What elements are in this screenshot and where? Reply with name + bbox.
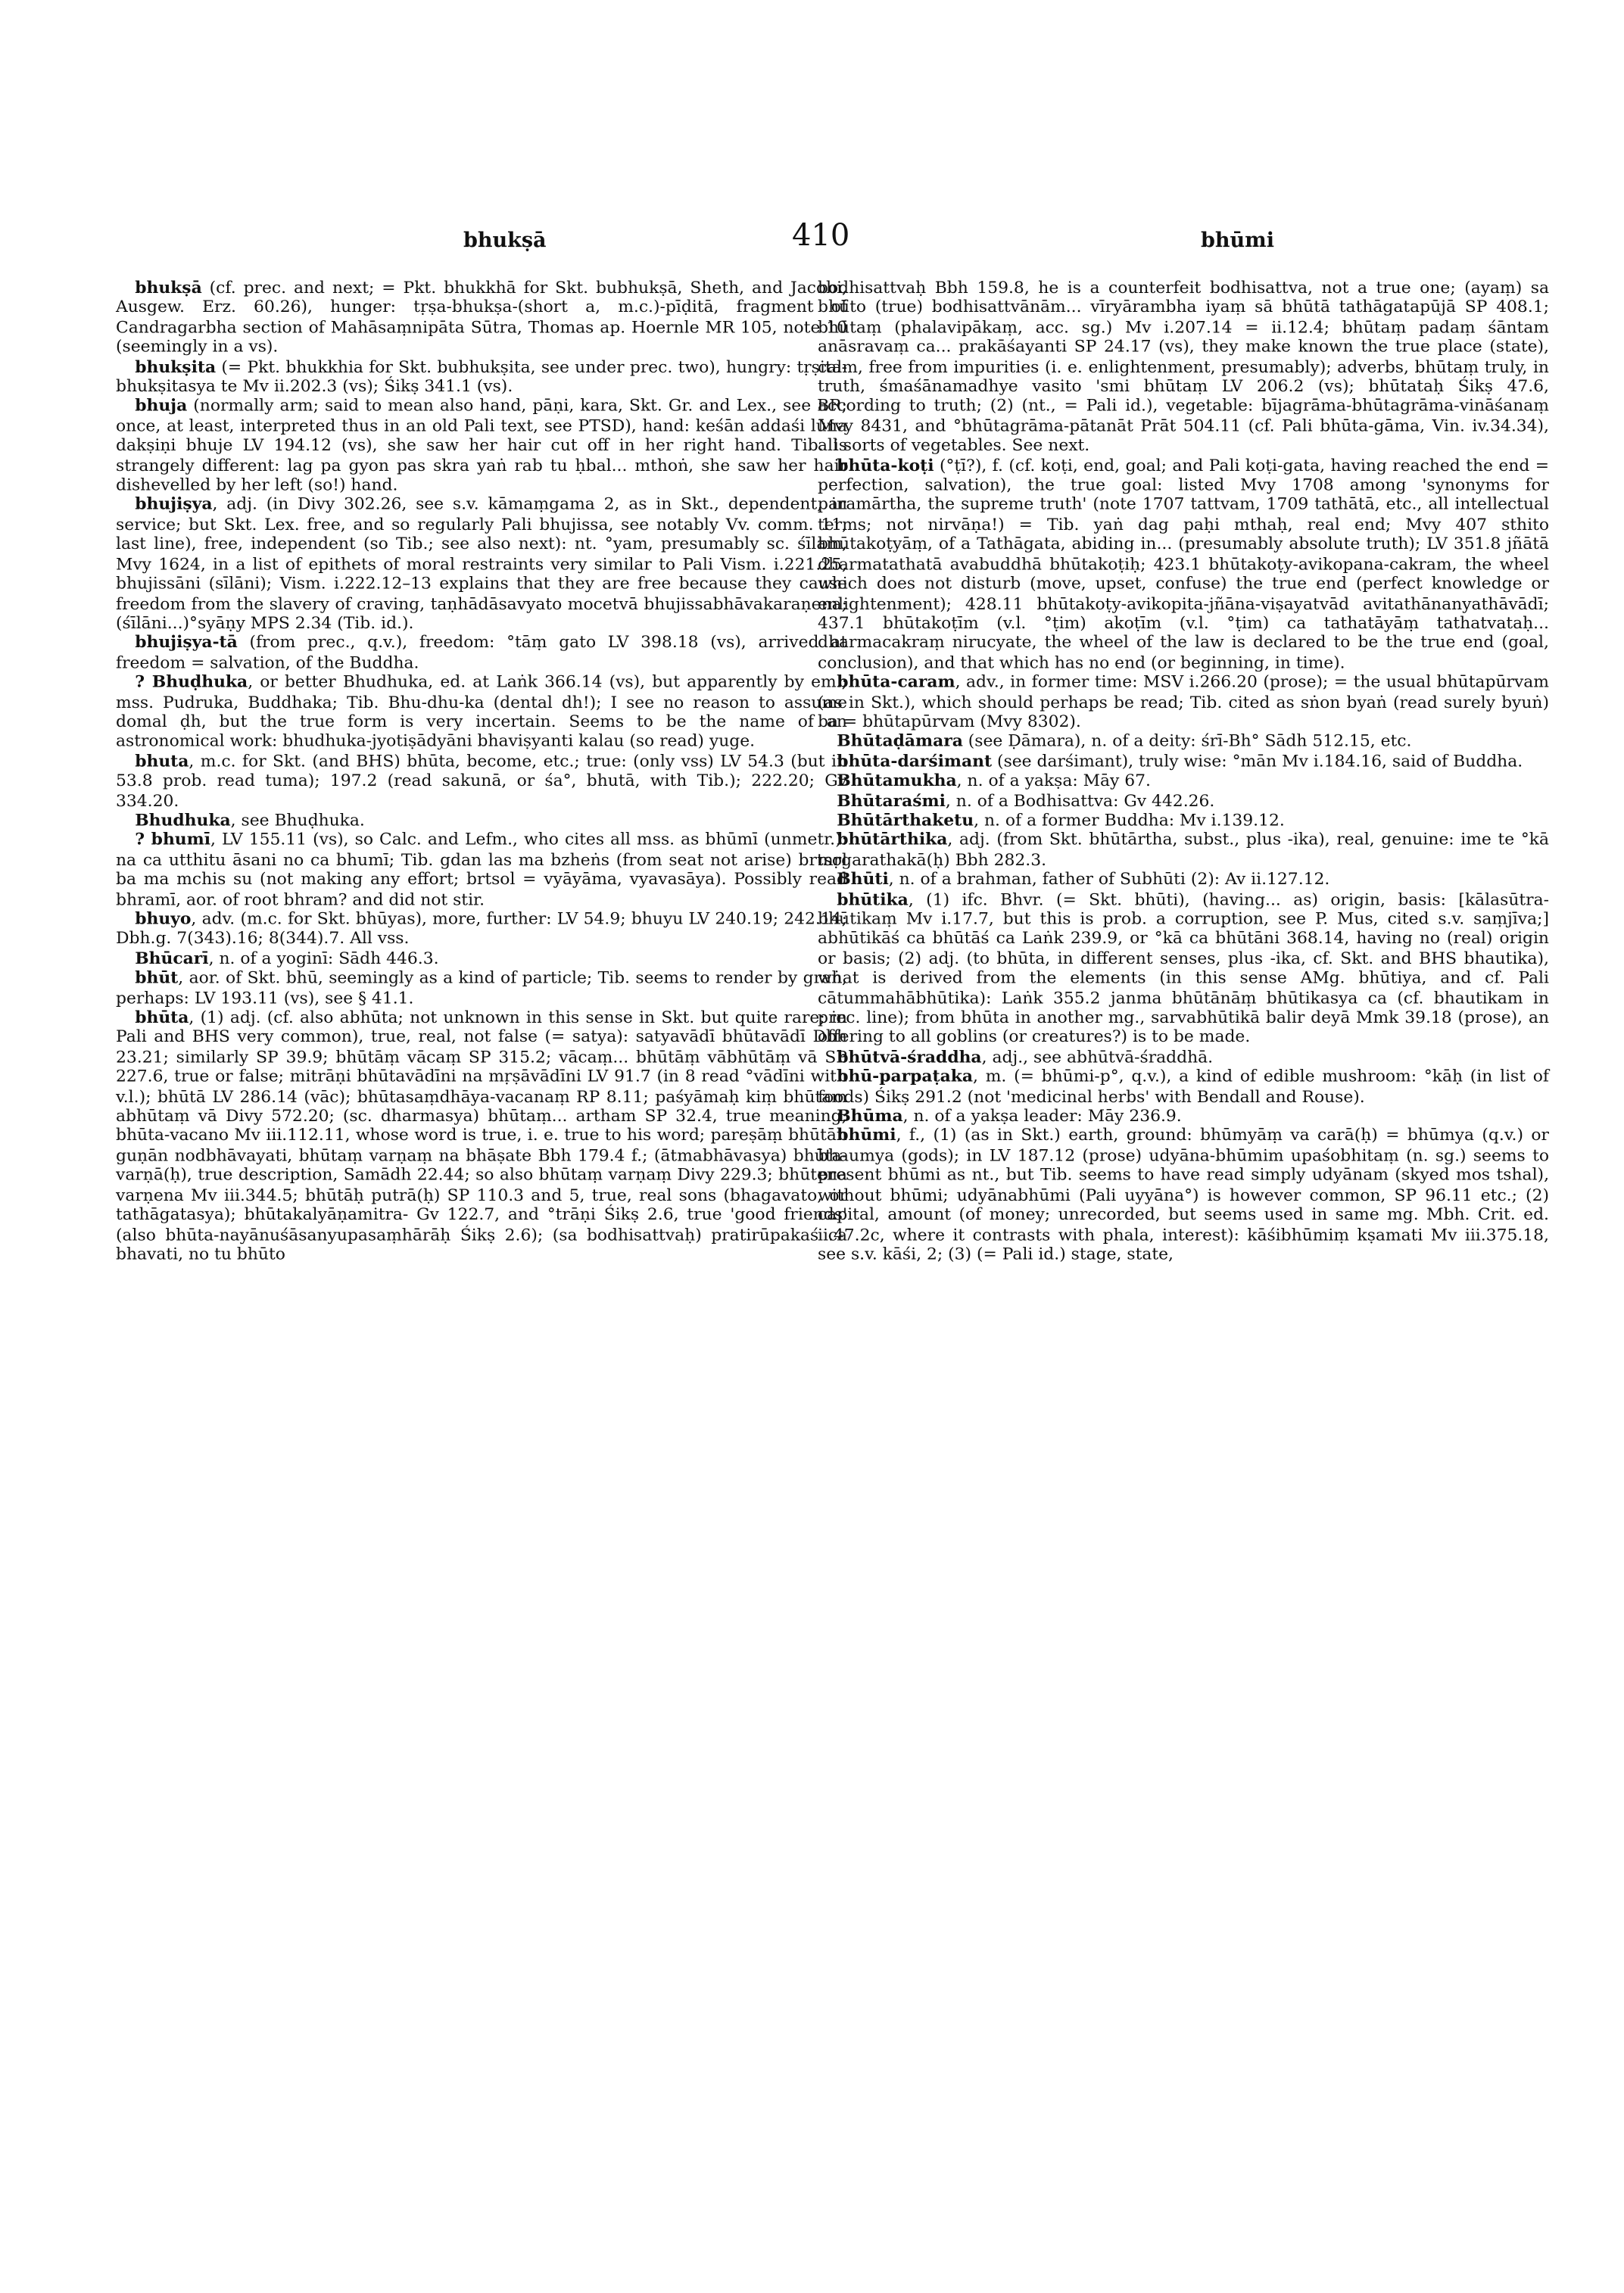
dictionary-entry [818,1107,1549,1126]
left-column [116,279,847,1265]
right-column [818,279,1549,1265]
entry-text: , n. of a Bodhisattva: Gv 442.26. [945,791,1215,811]
entry-text: , n. of a yoginī: Sādh 446.3. [208,949,439,969]
entry-text: (cf. prec. and next; = Pkt. bhukkhā for Skt. bubhukṣā, Sheth, and Jacobi, Ausgew. Erz. 60.26), hunger: tṛṣa-bhukṣa-(short a, m.c.)-pīḍitā, fragment of Candragarbha section of Mahāsaṃnipāta Sūtra, Thomas ap. Hoernle MR 105, note 10 (seemingly in a vs). [116,279,847,357]
dictionary-entry [818,1126,1549,1264]
headword: ? bhumī [135,830,211,850]
entry-text: (see darśimant), truly wise: °mān Mv i.184.16, said of Buddha. [992,752,1523,771]
headword: Bhūtamukha [837,771,957,791]
dictionary-entry [116,949,847,969]
entry-text: bodhisattvaḥ Bbh 159.8, he is a counterfeit bodhisattva, not a true one; (ayaṃ) sa bhūto (true) bodhisattvānām... vīryārambha iyaṃ sā bhūtā tathāgatapūjā SP 408.1; bhūtaṃ (phalavipākaṃ, acc. sg.) Mv i.207.14 = ii.12.4; bhūtaṃ padaṃ śāntam anāsravaṃ ca... prakāśayanti SP 24.17 (vs), they make known the true place (state), calm, free from impurities (i. e. enlightenment, presumably); adverbs, bhūtaṃ truly, in truth, śmaśānamadhye vasito 'smi bhūtaṃ LV 206.2 (vs); bhūtataḥ Śikṣ 47.6, according to truth; (2) (nt., = Pali id.), vegetable: bījagrāma-bhūtagrāma-vināśanaṃ Mvy 8431, and °bhūtagrāma-pātanāt Prāt 504.11 (cf. Pali bhūta-gāma, Vin. iv.34.34), all sorts of vegetables. See next. [818,279,1549,456]
entry-text: , or better Bhudhuka, ed. at Laṅk 366.14 (vs), but apparently by em.; mss. Pudruka, Buddhaka; Tib. Bhu-dhu-ka (dental dh!); I see no reason to assume domal ḍh, but the true form is very incertain. Seems to be the name of an astronomical work: bhudhuka-jyotiṣādyāni bhaviṣyanti kalau (so read) yuge. [116,673,847,752]
entry-text: (°ṭī?), f. (cf. koṭi, end, goal; and Pali koṭi-gata, having reached the end = perfection, salvation), the true goal: listed Mvy 1708 among 'synonyms for paramārtha, the supreme truth' (note 1707 tattvam, 1709 tathātā, etc., all intellectual terms; not nirvāṇa!) = Tib. yaṅ dag paḥi mthaḥ, real end; Mvy 407 sthito bhūtakoṭyāṃ, of a Tathāgata, abiding in... (presumably absolute truth); LV 351.8 jñātā dharmatathatā avabuddhā bhūtakoṭiḥ; 423.1 bhūtakoṭy-avikopana-cakram, the wheel which does not disturb (move, upset, confuse) the true end (perfect knowledge or enlightenment); 428.11 bhūtakoṭy-avikopita-jñāna-viṣayatvād avitathānanyathāvādī; 437.1 bhūtakoṭīm (v.l. °ṭim) akoṭīm (v.l. °ṭim) ca tathatāyāṃ tathatvataḥ... dharmacakraṃ nirucyate, the wheel of the law is declared to be the true end (goal, conclusion), and that which has no end (or beginning, in time). [818,456,1549,673]
entry-text: , m. (= bhūmi-p°, q.v.), a kind of edible mushroom: °kāḥ (in list of foods) Śikṣ 291.2 (not 'medicinal herbs' with Bendall and Rouse). [818,1067,1549,1107]
headword: ? Bhuḍhuka [135,673,248,693]
headword: bhūt [135,968,179,989]
dictionary-entry [116,969,847,1008]
entry-text: , adv., in former time: MSV i.266.20 (prose); = the usual bhūtapūrvam (as in Skt.), which should perhaps be read; Tib. cited as sṅon byaṅ (read surely byuṅ) ba = bhūtapūrvam (Mvy 8302). [818,673,1549,732]
dictionary-entry [116,634,847,673]
dictionary-entry [116,279,847,357]
entry-text: (normally arm; said to mean also hand, pāṇi, kara, Skt. Gr. and Lex., see BR; once, at least, interpreted thus in an old Pali text, see PTSD), hand: keśān addaśi lūna dakṣiṇi bhuje LV 194.12 (vs), she saw her hair cut off in her right hand. Tib. is strangely different: lag pa gyon pas skra yaṅ rab tu ḥbal... mthoṅ, she saw her hair dishevelled by her left (so!) hand. [116,397,847,495]
headword: bhuta [135,752,189,771]
headword: bhūtārthika [837,830,948,850]
entry-text: , f., (1) (as in Skt.) earth, ground: bhūmyāṃ va carā(ḥ) = bhūmya (q.v.) or bhaumya (gods); in LV 187.12 (prose) udyāna-bhūmim upaśobhitaṃ (n. sg.) seems to present bhūmi as nt., but Tib. seems to have read simply udyānam (skyed mos tshal), without bhūmi; udyānabhūmi (Pali uyyāna°) is however common, SP 96.11 etc.; (2) capital, amount (of money; unrecorded, but seems used in same mg. Mbh. Crit. ed. ii.47.2c, where it contrasts with phala, interest): kāśibhūmiṃ kṣamati Mv iii.375.18, see s.v. kāśi, 2; (3) (= Pali id.) stage, state, [818,1126,1549,1264]
dictionary-entry [818,811,1549,830]
dictionary-entry [818,673,1549,732]
headword: bhūmi [837,1126,896,1146]
dictionary-entry [116,673,847,752]
headword: bhuyo [135,909,192,929]
entry-text: , see Bhuḍhuka. [230,811,365,830]
entry-text: , adj. (from Skt. bhūtārtha, subst., plus -ika), real, genuine: ime te °kā mṛgarathakā(ḥ) Bbh 282.3. [818,830,1549,870]
left-guide-word: bhukṣā [463,229,547,252]
dictionary-entry [116,496,847,634]
dictionary-entry [818,890,1549,1048]
headword: bhū-parpaṭaka [837,1067,974,1087]
headword: bhūta-koṭi [837,456,934,475]
entry-text: , m.c. for Skt. (and BHS) bhūta, become, etc.; true: (only vss) LV 54.3 (but in 53.8 prob. read tuma); 197.2 (read sakunā, or śa°, bhutā, with Tib.); 222.20; Gv 334.20. [116,752,848,811]
page-header [0,218,1624,260]
headword: bhukṣita [135,357,217,377]
dictionary-entry [116,830,847,909]
entry-text: (see Ḍāmara), n. of a deity: śrī-Bh° Sādh 512.15, etc. [962,732,1412,752]
headword: Bhūtārthaketu [837,811,974,830]
entry-text: , n. of a former Buddha: Mv i.139.12. [974,811,1285,830]
entry-text: , n. of a yakṣa: Māy 67. [956,771,1151,791]
headword: bhūtvā-śraddha [837,1048,982,1067]
headword: bhujiṣya-tā [135,633,238,653]
entry-text: , adj., see abhūtvā-śraddhā. [981,1048,1214,1067]
dictionary-entry [116,910,847,949]
dictionary-entry [818,771,1549,791]
dictionary-entry [818,456,1549,673]
headword: Bhudhuka [135,811,231,830]
headword: Bhūti [837,870,889,889]
headword: Bhūcarī [135,949,209,969]
entry-text: , n. of a brahman, father of Subhūti (2): Av ii.127.12. [888,870,1330,889]
dictionary-entry [818,1048,1549,1067]
dictionary-entry [818,830,1549,870]
entry-text: , adv. (m.c. for Skt. bhūyas), more, further: LV 54.9; bhuyu LV 240.19; 242.14; Dbh.g. 7(343).16; 8(344).7. All vss. [116,909,847,949]
dictionary-entry [116,811,847,830]
headword: bhuja [135,397,188,416]
headword: bhujiṣya [135,495,213,515]
headword: bhūta-caram [837,673,955,693]
dictionary-entry [116,397,847,495]
right-guide-word: bhūmi [1201,229,1274,252]
dictionary-entry [818,279,1549,456]
entry-text: (= Pkt. bhukkhia for Skt. bubhukṣita, see under prec. two), hungry: tṛṣita-bhukṣitasya te Mv ii.202.3 (vs); Śikṣ 341.1 (vs). [116,357,847,397]
headword: bhukṣā [135,279,202,298]
dictionary-entry [116,752,847,811]
headword: bhūta-darśimant [837,752,993,771]
entry-text: , n. of a yakṣa leader: Māy 236.9. [902,1107,1182,1126]
dictionary-entry [818,791,1549,811]
dictionary-entry [818,1067,1549,1107]
dictionary-entry [818,732,1549,752]
dictionary-entry [116,1008,847,1265]
entry-text: , adj. (in Divy 302.26, see s.v. kāmaṃgama 2, as in Skt., dependent, in service; but Skt. Lex. free, and so regularly Pali bhujissa, see notably Vv. comm. 11, last line), free, independent (so Tib.; see also next): nt. °yam, presumably sc. śīlam, Mvy 1624, in a list of epithets of moral restraints very similar to Pali Vism. i.221.25, bhujissāni (sīlāni); Vism. i.222.12–13 explains that they are free because they cause freedom from the slavery of craving, taṇhādāsavyato mocetvā bhujissabhāvakaraṇena; (śīlāni...)°syāṇy MPS 2.34 (Tib. id.). [116,495,847,634]
dictionary-entry [116,357,847,397]
headword: Bhūtaḍāmara [837,732,963,752]
dictionary-entry [818,752,1549,771]
entry-text: (from prec., q.v.), freedom: °tāṃ gato LV 398.18 (vs), arrived at freedom = salvation, of the Buddha. [116,633,847,673]
entry-text: , (1) adj. (cf. also abhūta; not unknown in this sense in Skt. but quite rare; in Pali and BHS very common), true, real, not false (= satya): satyavādī bhūtavādī Dbh 23.21; similarly SP 39.9; bhūtāṃ vācaṃ SP 315.2; vācaṃ... bhūtāṃ vābhūtāṃ vā SP 227.6, true or false; mitrāṇi bhūtavādīni na mṛṣāvādīni LV 91.7 (in 8 read °vādīni with v.l.); bhūtā LV 286.14 (vāc); bhūtasaṃdhāya-vacanaṃ RP 8.11; paśyāmaḥ kiṃ bhūtam abhūtaṃ vā Divy 572.20; (sc. dharmasya) bhūtaṃ... artham SP 32.4, true meaning; bhūta-vacano Mv iii.112.11, whose word is true, i. e. true to his word; pareṣāṃ bhūtān guṇān nodbhāvayati, bhūtaṃ varṇaṃ na bhāṣate Bbh 179.4 f.; (ātmabhāvasya) bhūta-varṇā(ḥ), true description, Samādh 22.44; so also bhūtaṃ varṇaṃ Divy 229.3; bhūtena varṇena Mv iii.344.5; bhūtāḥ putrā(ḥ) SP 110.3 and 5, true, real sons (bhagavato, or tathāgatasya); bhūtakalyāṇamitra- Gv 122.7, and °trāṇi Śikṣ 2.6, true 'good friends' (also bhūta-nayānuśāsanyupasaṃhārāḥ Śikṣ 2.6); (sa bodhisattvaḥ) pratirūpakaś ca bhavati, no tu bhūto [116,1008,848,1264]
entry-text: , aor. of Skt. bhū, seemingly as a kind of particle; Tib. seems to render by graṅ, perhaps: LV 193.11 (vs), see § 41.1. [116,968,847,1008]
headword: Bhūtaraśmi [837,791,946,811]
headword: Bhūma [837,1107,903,1126]
entry-text: , LV 155.11 (vs), so Calc. and Lefm., who cites all mss. as bhūmī (unmetr.): na ca utthitu āsani no ca bhumī; Tib. gdan las ma bzheṅs (from seat not arise) brtsol ba ma mchis su (not making any effort; brtsol = vyāyāma, vyavasāya). Possibly read bhramī, aor. of root bhram? and did not stir. [116,830,847,909]
headword: bhūtika [837,889,909,909]
headword: bhūta [135,1008,189,1028]
page-number: 410 [792,218,850,253]
entry-text: , (1) ifc. Bhvr. (= Skt. bhūti), (having... as) origin, basis: [kālasūtra-bhūtikaṃ Mv i.17.7, but this is prob. a corruption, see P. Mus, cited s.v. saṃjīva;] abhūtikāś ca bhūtāś ca Laṅk 239.9, or °kā ca bhūtāni 368.14, having no (real) origin or basis; (2) adj. (to bhūta, in different senses, plus -ika, cf. Skt. and BHS bhautika), what is derived from the elements (in this sense AMg. bhūtiya, and cf. Pali cātummahābhūtika): Laṅk 355.2 janma bhūtānāṃ bhūtikasya ca (cf. bhautikam in prec. line); from bhūta in another mg., sarvabhūtikā balir deyā Mmk 39.18 (prose), an offering to all goblins (or creatures?) is to be made. [818,889,1549,1048]
dictionary-entry [818,871,1549,890]
